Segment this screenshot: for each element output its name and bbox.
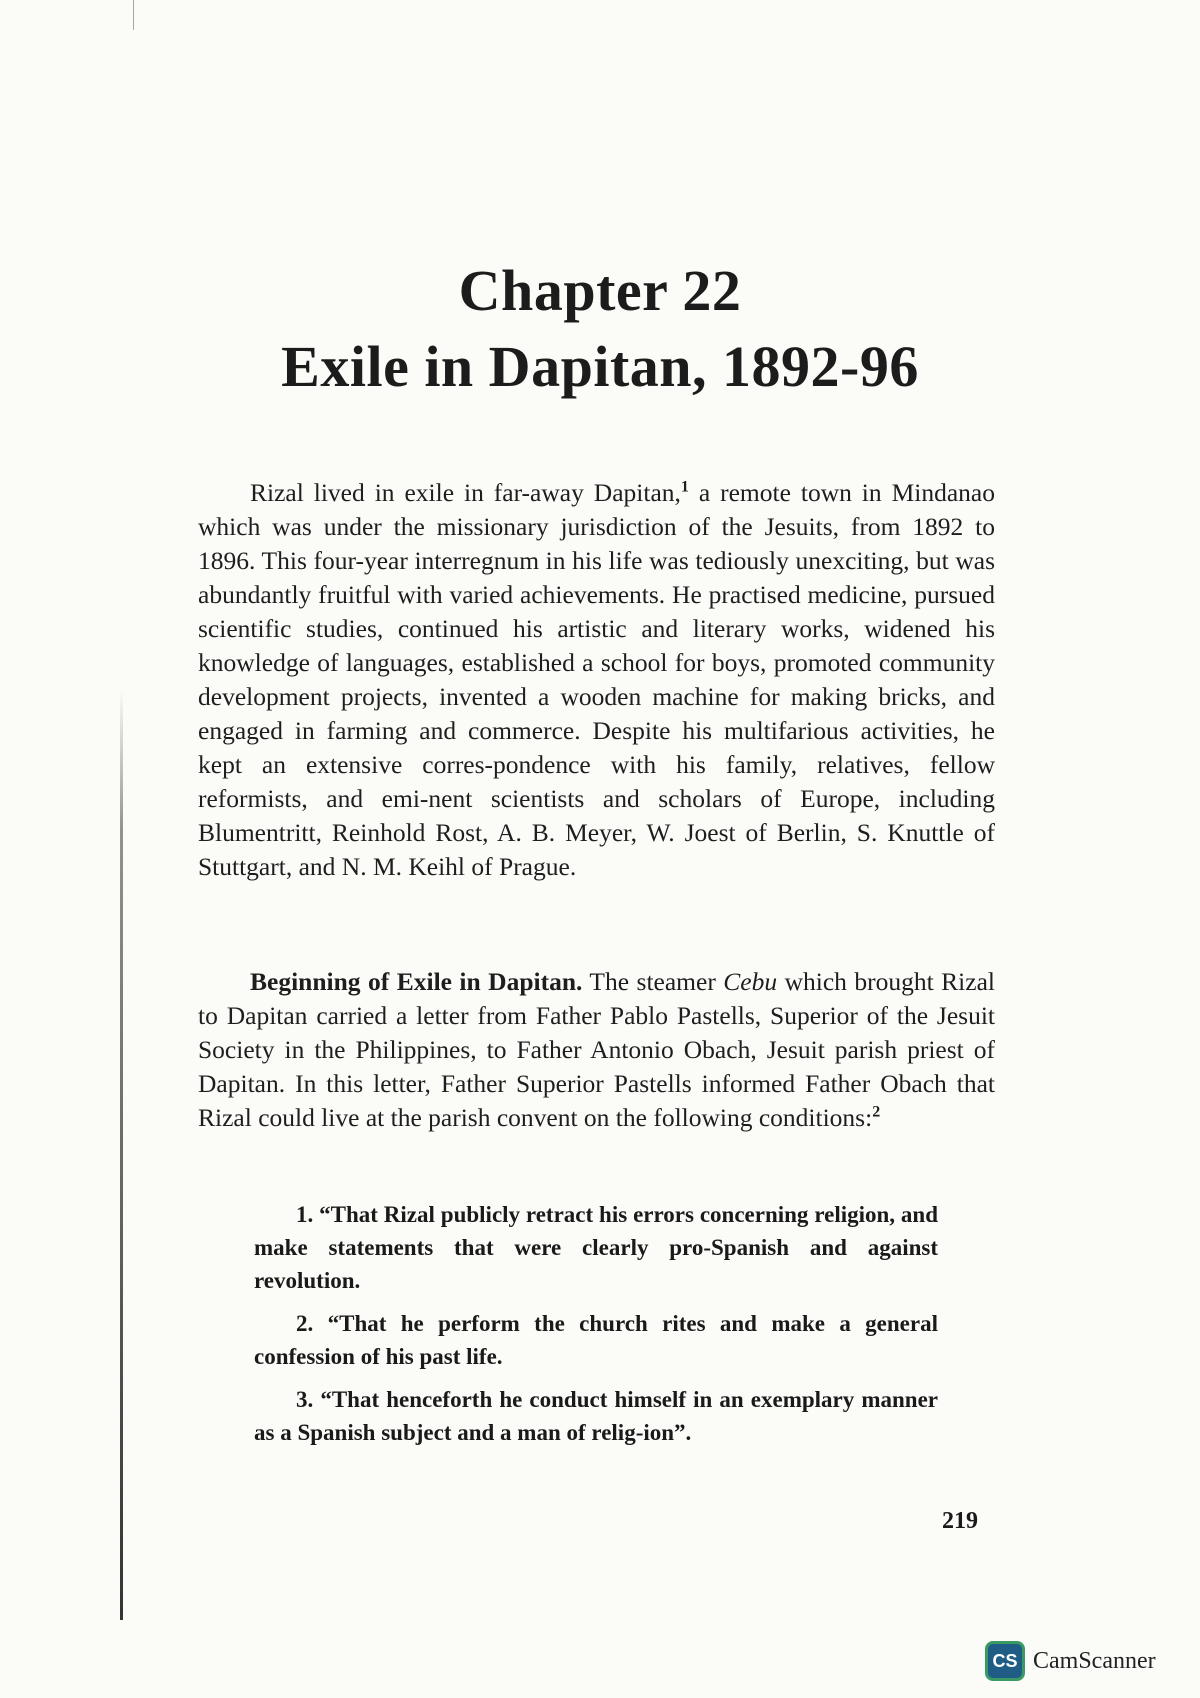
book-spine-shadow: [120, 690, 123, 1620]
intro-text-rest: a remote town in Mindanao which was under the missionary jurisdiction of the Jesuits, from 1892 to 1896. This four-year interregnum in his life was tediously unexciting, but was abundantly fruitful with varied achievements. He practised medicine, pursued scientific studies, continued his artistic and literary works, widened his knowledge of languages, established a school for boys, promoted community development projects, invented a wooden machine for making bricks, and engaged in farming and commerce. Despite his multifarious activities, he kept an extensive corres-pondence with his family, relatives, fellow reformists, and emi-nent scientists and scholars of Europe, including Blumentritt, Reinhold Rost, A. B. Meyer, W. Joest of Berlin, S. Knuttle of Stuttgart, and N. M. Keihl of Prague.: [198, 478, 995, 881]
section-run-in-heading: Beginning of Exile in Dapitan.: [250, 967, 583, 996]
camscanner-logo-icon: [985, 1641, 1025, 1681]
condition-item: 1. “That Rizal publicly retract his errors concerning religion, and make statements that were clearly pro-Spanish and against revolution.: [254, 1202, 938, 1293]
camscanner-logo-letters: CS: [992, 1650, 1018, 1671]
condition-item: 3. “That henceforth he conduct himself in an exemplary manner as a Spanish subject and a man of relig-ion”.: [254, 1387, 938, 1445]
ship-name: Cebu: [723, 967, 778, 996]
beginning-of-exile-paragraph: [198, 965, 995, 1135]
conditions-list: [254, 1198, 938, 1459]
footnote-ref-2: 2: [872, 1103, 881, 1121]
footnote-ref-1: 1: [680, 478, 689, 496]
chapter-title: Exile in Dapitan, 1892-96: [281, 334, 919, 399]
chapter-number: Chapter 22: [458, 258, 742, 323]
beginning-text-start: The steamer: [582, 967, 724, 996]
beginning-text-rest: which brought Rizal to Dapitan carried a letter from Father Pablo Pastells, Superior of the Jesuit Society in the Philippines, to Father Antonio Obach, Jesuit parish priest of Dapitan. In this letter, Father Superior Pastells informed Father Obach that Rizal could live at the parish convent on the following conditions:: [198, 967, 995, 1132]
condition-item: 2. “That he perform the church rites and make a general confession of his past life.: [254, 1311, 938, 1369]
camscanner-brand-text: CamScanner: [1033, 1647, 1156, 1674]
intro-paragraph: [198, 476, 995, 884]
intro-text-start: Rizal lived in exile in far-away Dapitan,: [250, 478, 681, 507]
page-number: 219: [942, 1508, 978, 1534]
scan-artifact-mark: [133, 0, 134, 30]
camscanner-watermark: [985, 1639, 1156, 1683]
